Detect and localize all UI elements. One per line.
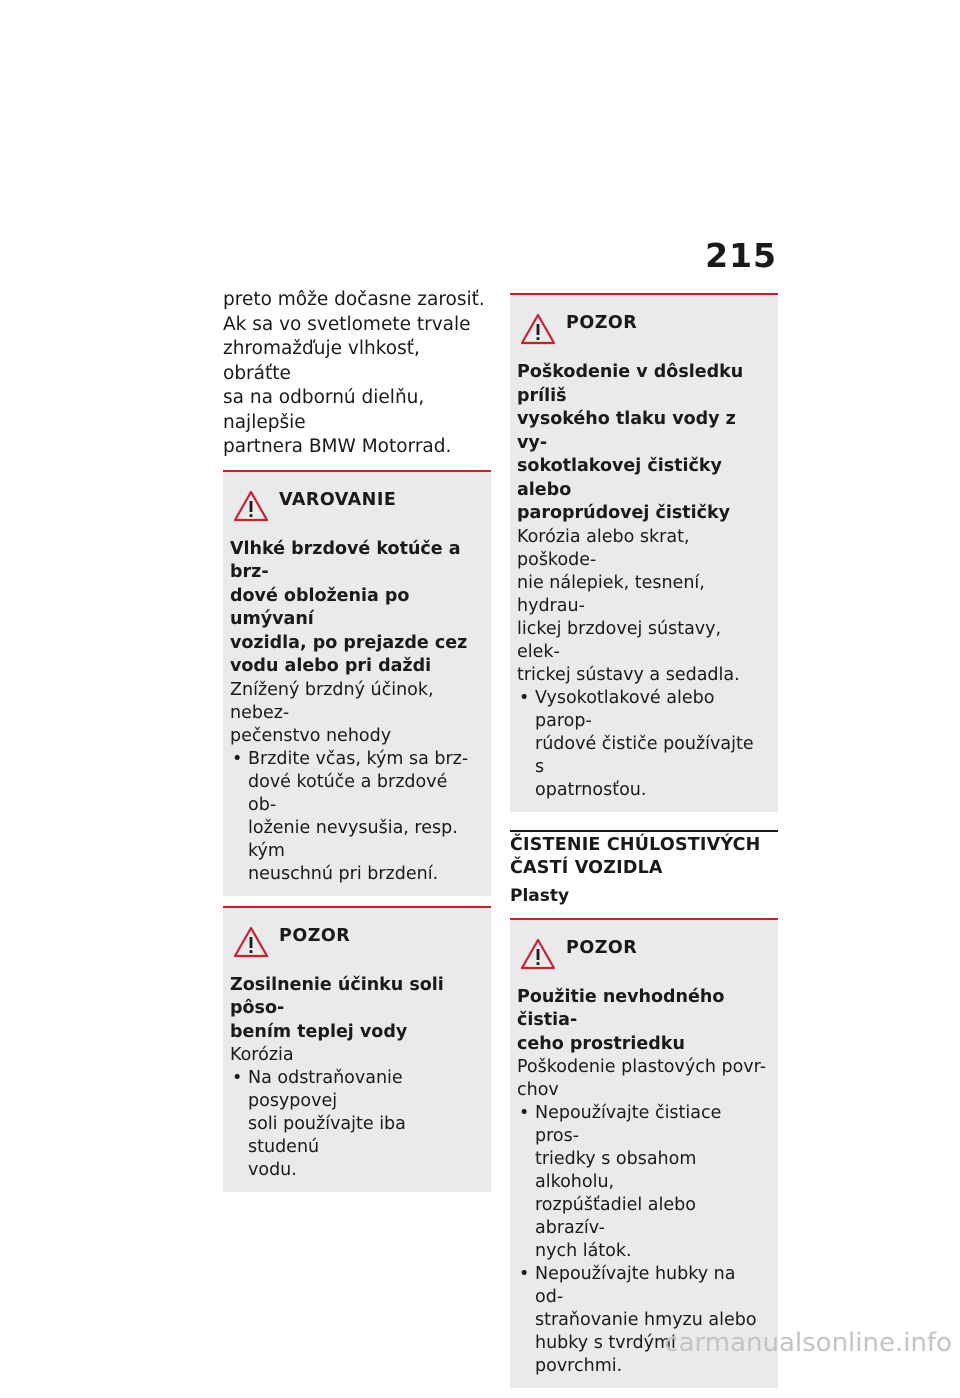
section-title: ČISTENIE CHÚLOSTIVÝCH ČASTÍ VOZIDLA [510, 834, 761, 878]
warning-box-pozor-pressure [510, 293, 778, 812]
intro-paragraph: preto môže dočasne zarosiť. Ak sa vo svetlomete trvale zhromažďuje vlhkosť, obráťte sa na odbornú dielňu, najlepšie partnera BMW Motorrad. [223, 289, 485, 457]
warning-triangle-icon [233, 490, 269, 522]
box-header [230, 926, 481, 958]
bullet-list [517, 687, 768, 802]
box-title: Poškodenie v dôsledku príliš vysokého tlaku vody z vy- sokotlakovej čističky alebo paroprúdovej čističky [517, 362, 744, 523]
box-consequence: Znížený brzdný účinok, nebez- pečenstvo nehody [230, 679, 434, 746]
box-header [517, 313, 768, 345]
list-item: • Brzdite včas, kým sa brz- dové kotúče a brzdové ob- loženie nevysušia, resp. kým neuschnú pri brzdení. [230, 748, 481, 886]
warning-triangle-icon [520, 313, 556, 345]
box-title: Použitie nevhodného čistia- ceho prostriedku [517, 986, 725, 1054]
box-header [517, 938, 768, 970]
box-label: VAROVANIE [279, 489, 397, 510]
warning-box-pozor [223, 906, 491, 1193]
warning-triangle-icon [520, 938, 556, 970]
bullet-list [230, 748, 481, 886]
warning-box-pozor-plastics [510, 918, 778, 1389]
list-item: • Na odstraňovanie posypovej soli používajte iba studenú vodu. [230, 1067, 481, 1182]
box-title: Zosilnenie účinku soli pôso- bením teplej vody [230, 974, 444, 1042]
left-column [223, 288, 491, 1202]
box-header [230, 490, 481, 522]
box-title: Vlhké brzdové kotúče a brz- dové obloženia po umývaní vozidla, po prejazde cez vodu alebo pri daždi [230, 538, 468, 676]
watermark: carmanualsonline.info [664, 1328, 952, 1358]
warning-triangle-icon [233, 926, 269, 958]
page-number: 215 [705, 236, 777, 275]
right-column [510, 293, 778, 1398]
bullet-list [230, 1067, 481, 1182]
box-consequence: Korózia alebo skrat, poškode- nie nálepiek, tesnení, hydrau- lickej brzdovej sústavy, elek- trickej sústavy a sedadla. [517, 526, 740, 685]
box-consequence: Korózia [230, 1045, 294, 1065]
warning-box-varovanie [223, 470, 491, 896]
box-label: POZOR [566, 937, 638, 958]
section-heading [510, 830, 778, 881]
box-label: POZOR [279, 925, 351, 946]
list-item: • Vysokotlakové alebo parop- rúdové čističe používajte s opatrnosťou. [517, 687, 768, 802]
list-item: • Nepoužívajte čistiace pros- triedky s obsahom alkoholu, rozpúšťadiel alebo abrazív- nych látok. [517, 1102, 768, 1263]
list-item: • Nepoužívajte hubky na od- straňovanie hmyzu alebo hubky s tvrdými povrchmi. [517, 1263, 768, 1378]
section-subtitle: Plasty [510, 885, 570, 906]
box-label: POZOR [566, 313, 638, 333]
box-consequence: Poškodenie plastových povr- chov [517, 1057, 767, 1100]
